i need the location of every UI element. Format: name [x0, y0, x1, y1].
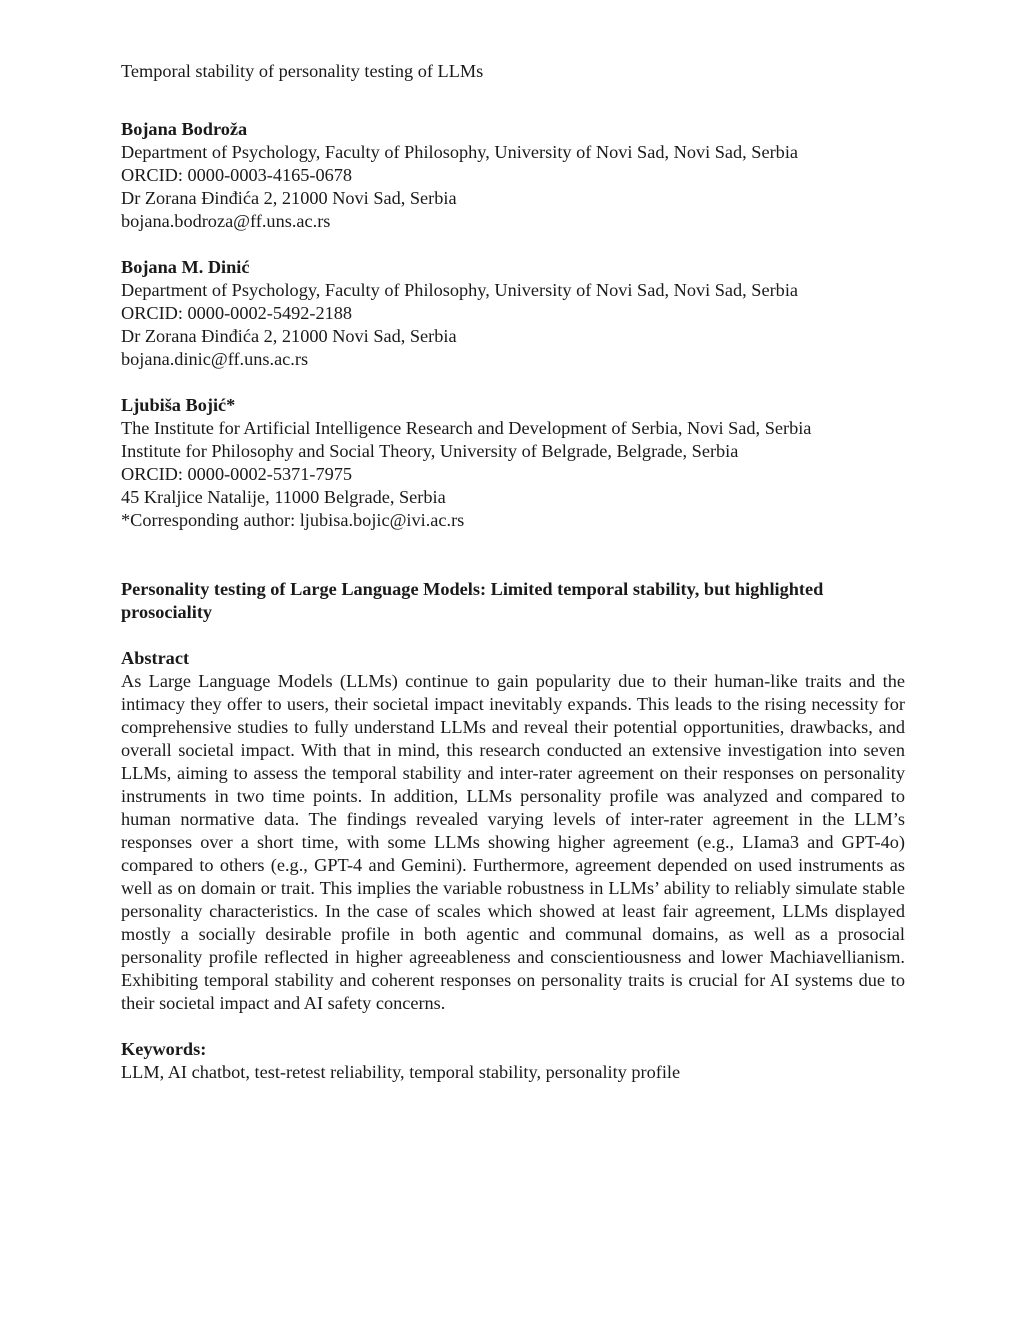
- abstract-heading: Abstract: [121, 648, 190, 668]
- author-name: Ljubiša Bojić*: [121, 395, 236, 415]
- author-name: Bojana Bodroža: [121, 119, 248, 139]
- author-block-2: [121, 256, 905, 371]
- author-affiliation: The Institute for Artificial Intelligence Research and Development of Serbia, Novi Sad, Serbia: [121, 418, 812, 438]
- author-orcid: ORCID: 0000-0003-4165-0678: [121, 165, 353, 185]
- author-affiliation: Department of Psychology, Faculty of Philosophy, University of Novi Sad, Novi Sad, Serbia: [121, 142, 799, 162]
- keywords-heading: Keywords:: [121, 1039, 207, 1059]
- abstract-body: As Large Language Models (LLMs) continue to gain popularity due to their human-like traits and the intimacy they offer to users, their societal impact inevitably expands. This leads to the rising necessity for comprehensive studies to fully understand LLMs and reveal their potential opportunities, drawbacks, and overall societal impact. With that in mind, this research conducted an extensive investigation into seven LLMs, aiming to assess the temporal stability and inter-rater agreement on their responses on personality instruments in two time points. In addition, LLMs personality profile was analyzed and compared to human normative data. The findings revealed varying levels of inter-rater agreement in the LLM’s responses over a short time, with some LLMs showing higher agreement (e.g., LIama3 and GPT-4o) compared to others (e.g., GPT-4 and Gemini). Furthermore, agreement depended on used instruments as well as on domain or trait. This implies the variable robustness in LLMs’ ability to reliably simulate stable personality characteristics. In the case of scales which showed at least fair agreement, LLMs displayed mostly a socially desirable profile in both agentic and communal domains, as well as a prosocial personality profile reflected in higher agreeableness and conscientiousness and lower Machiavellianism. Exhibiting temporal stability and coherent responses on personality traits is crucial for AI systems due to their societal impact and AI safety concerns.: [121, 671, 905, 1013]
- author-address: Dr Zorana Đinđića 2, 21000 Novi Sad, Serbia: [121, 188, 457, 208]
- author-email: bojana.dinic@ff.uns.ac.rs: [121, 349, 309, 369]
- author-email: bojana.bodroza@ff.uns.ac.rs: [121, 211, 331, 231]
- corresponding-author: *Corresponding author: ljubisa.bojic@ivi.ac.rs: [121, 510, 465, 530]
- author-orcid: ORCID: 0000-0002-5492-2188: [121, 303, 353, 323]
- keywords-list: LLM, AI chatbot, test-retest reliability, temporal stability, personality profile: [121, 1062, 681, 1082]
- paper-title: Personality testing of Large Language Models: Limited temporal stability, but highlighted prosociality: [121, 579, 824, 622]
- running-title: Temporal stability of personality testing of LLMs: [121, 61, 484, 81]
- paper-content: [121, 60, 905, 1084]
- author-orcid: ORCID: 0000-0002-5371-7975: [121, 464, 353, 484]
- author-affiliation-2: Institute for Philosophy and Social Theory, University of Belgrade, Belgrade, Serbia: [121, 441, 739, 461]
- author-affiliation: Department of Psychology, Faculty of Philosophy, University of Novi Sad, Novi Sad, Serbia: [121, 280, 799, 300]
- author-address: Dr Zorana Đinđića 2, 21000 Novi Sad, Serbia: [121, 326, 457, 346]
- author-block-1: [121, 118, 905, 233]
- author-address: 45 Kraljice Natalije, 11000 Belgrade, Serbia: [121, 487, 446, 507]
- author-name: Bojana M. Dinić: [121, 257, 250, 277]
- author-block-3: [121, 394, 905, 532]
